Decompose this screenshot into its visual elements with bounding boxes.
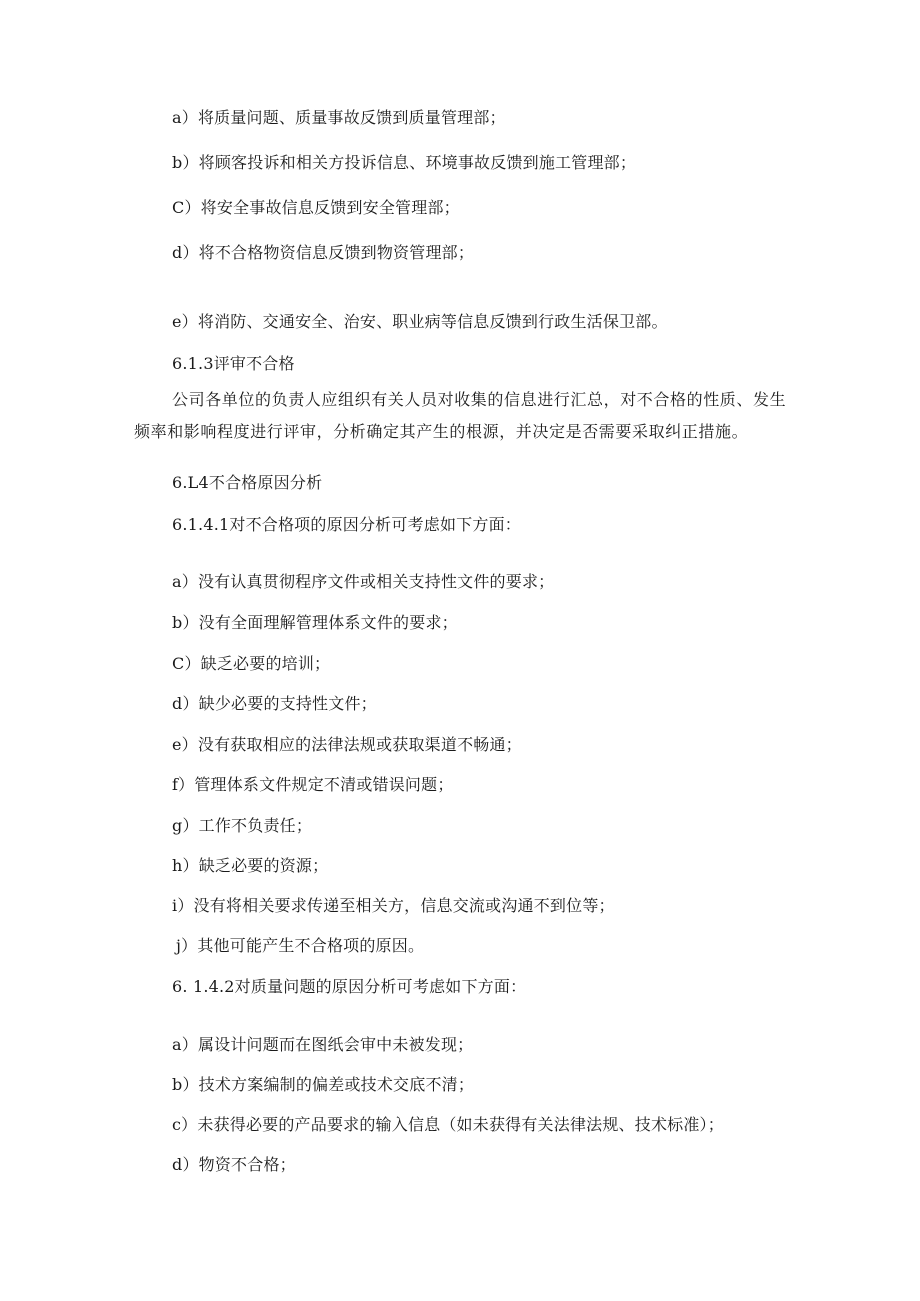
feedback-item-e: e）将消防、交通安全、治安、职业病等信息反馈到行政生活保卫部。 xyxy=(172,312,668,331)
cause-item-c: C）缺乏必要的培训； xyxy=(172,654,331,673)
feedback-item-d: d）将不合格物资信息反馈到物资管理部； xyxy=(172,243,475,262)
cause-item-g: g）工作不负责任； xyxy=(172,816,313,835)
review-paragraph: 公司各单位的负责人应组织有关人员对收集的信息进行汇总，对不合格的性质、发生频率和影响程度进行评审，分析确定其产生的根源，并决定是否需要采取纠正措施。 xyxy=(134,390,787,441)
cause-item-h: h）缺乏必要的资源； xyxy=(172,856,329,875)
quality-cause-item-b: b）技术方案编制的偏差或技术交底不清； xyxy=(172,1075,475,1094)
feedback-item-a: a）将质量问题、质量事故反馈到质量管理部； xyxy=(172,108,506,127)
cause-item-f: f）管理体系文件规定不清或错误问题； xyxy=(172,775,454,794)
cause-item-j: j）其他可能产生不合格项的原因。 xyxy=(176,936,425,955)
cause-item-b: b）没有全面理解管理体系文件的要求； xyxy=(172,613,458,632)
quality-cause-item-a: a）属设计问题而在图纸会审中未被发现； xyxy=(172,1035,474,1054)
subsection-heading-6-1-4-1: 6.1.4.1对不合格项的原因分析可考虑如下方面： xyxy=(172,515,521,534)
section-heading-6-1-3: 6.1.3评审不合格 xyxy=(172,354,295,373)
feedback-item-b: b）将顾客投诉和相关方投诉信息、环境事故反馈到施工管理部； xyxy=(172,153,637,172)
subsection-heading-6-1-4-2: 6. 1.4.2对质量问题的原因分析可考虑如下方面： xyxy=(172,977,527,996)
cause-item-e: e）没有获取相应的法律法规或获取渠道不畅通； xyxy=(172,735,522,754)
cause-item-d: d）缺少必要的支持性文件； xyxy=(172,694,377,713)
feedback-item-c: C）将安全事故信息反馈到安全管理部； xyxy=(172,198,460,217)
cause-item-i: i）没有将相关要求传递至相关方，信息交流或沟通不到位等； xyxy=(172,896,615,915)
cause-item-a: a）没有认真贯彻程序文件或相关支持性文件的要求； xyxy=(172,572,555,591)
section-heading-6-1-4: 6.L4不合格原因分析 xyxy=(172,473,323,492)
quality-cause-item-c: c）未获得必要的产品要求的输入信息（如未获得有关法律法规、技术标准）； xyxy=(172,1115,724,1134)
quality-cause-item-d: d）物资不合格； xyxy=(172,1155,296,1174)
